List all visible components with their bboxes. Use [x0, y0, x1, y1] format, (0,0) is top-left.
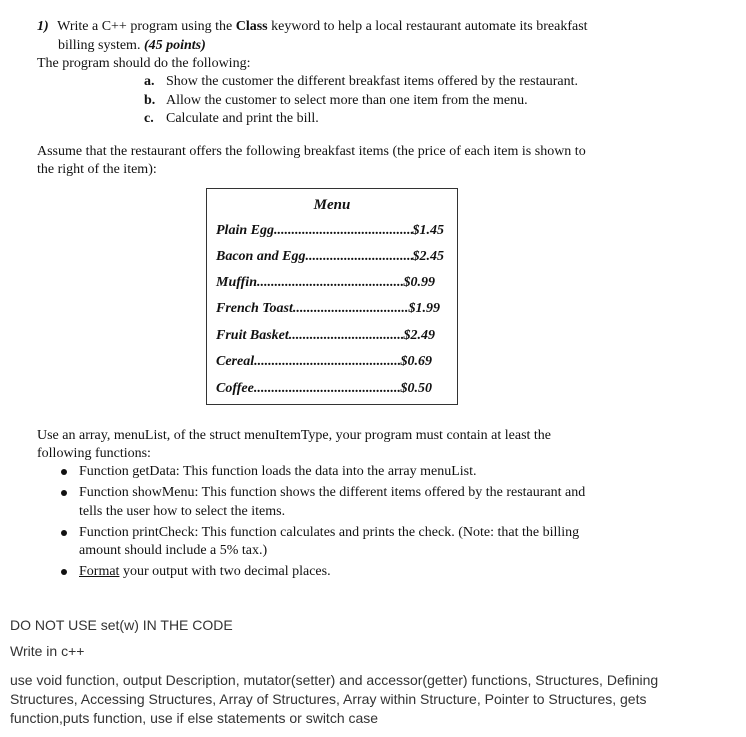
menu-item-name: Fruit Basket [216, 328, 289, 343]
menu-item [216, 275, 435, 291]
menu-item [216, 223, 444, 239]
requirements-line-1: Use an array, menuList, of the struct menuItemType, your program must contain at least the [37, 428, 552, 443]
language-note: Write in c++ [10, 643, 85, 659]
question-number: 1) [37, 19, 49, 34]
menu-item-leader [274, 223, 413, 239]
menu-item [216, 381, 432, 397]
bullet-icon [61, 490, 67, 496]
usage-note-line-2: Structures, Accessing Structures, Array of Structures, Array within Structure, Pointer to Structures, gets [10, 691, 647, 707]
menu-table [206, 188, 458, 405]
question-text-pre: Write a C++ program using the [57, 19, 236, 34]
question-line-2-text: billing system. [58, 38, 144, 53]
bullet-icon [61, 569, 67, 575]
menu-item-leader [305, 249, 412, 265]
menu-item-leader [289, 328, 404, 344]
menu-item-name: French Toast [216, 301, 293, 316]
bullet-icon [61, 530, 67, 536]
task-item [144, 73, 578, 91]
requirement-bullet-format [79, 563, 331, 581]
menu-item-price: $0.69 [400, 354, 432, 369]
menu-item-price: $0.50 [400, 381, 432, 396]
menu-item [216, 354, 432, 370]
task-text: Allow the customer to select more than one item from the menu. [166, 93, 528, 108]
requirements-line-2: following functions: [37, 446, 151, 461]
requirement-bullet-text-cont: tells the user how to select the items. [79, 504, 286, 519]
menu-item-leader [293, 301, 409, 317]
task-label: b. [144, 93, 156, 108]
question-text-post: keyword to help a local restaurant automate its breakfast [267, 19, 588, 34]
no-setw-note: DO NOT USE set(w) IN THE CODE [10, 617, 233, 633]
task-label: a. [144, 74, 155, 89]
menu-item-leader [257, 275, 404, 291]
task-text: Calculate and print the bill. [166, 111, 319, 126]
menu-item-name: Bacon and Egg [216, 249, 306, 264]
question-intro: The program should do the following: [37, 56, 251, 71]
bullet-icon [61, 469, 67, 475]
assume-line-1: Assume that the restaurant offers the following breakfast items (the price of each item is shown to [37, 144, 586, 159]
usage-note-line-3: function,puts function, use if else statements or switch case [10, 710, 379, 726]
menu-item-price: $1.45 [412, 223, 444, 238]
menu-item-leader [254, 381, 401, 397]
menu-item [216, 328, 435, 344]
requirement-bullet-text: Function showMenu: This function shows the different items offered by the restaurant and [79, 485, 586, 500]
class-keyword: Class [235, 19, 268, 34]
menu-item-name: Cereal [216, 354, 255, 369]
menu-item-leader [254, 354, 400, 370]
task-item [144, 110, 319, 128]
requirement-bullet-text: Function getData: This function loads the data into the array menuList. [79, 464, 477, 479]
menu-item [216, 301, 440, 317]
format-underlined-word: Format [79, 564, 120, 579]
task-text: Show the customer the different breakfast items offered by the restaurant. [166, 74, 578, 89]
format-text: your output with two decimal places. [119, 564, 331, 579]
requirement-bullet-text-cont: amount should include a 5% tax.) [79, 543, 268, 558]
task-label: c. [144, 111, 154, 126]
menu-item-price: $1.99 [408, 301, 440, 316]
question-line-2 [58, 37, 206, 55]
menu-item-price: $2.49 [403, 328, 435, 343]
menu-item-name: Muffin [216, 275, 257, 290]
menu-item-name: Coffee [216, 381, 254, 396]
menu-title: Menu [313, 197, 351, 213]
points-label: (45 points) [143, 38, 206, 53]
assume-line-2: the right of the item): [37, 162, 157, 177]
menu-item-price: $0.99 [403, 275, 435, 290]
menu-item-price: $2.45 [412, 249, 444, 264]
requirement-bullet-text: Function printCheck: This function calculates and prints the check. (Note: that the billing [79, 525, 580, 540]
menu-item-name: Plain Egg [216, 223, 274, 238]
task-item [144, 92, 528, 110]
menu-item [216, 249, 444, 265]
usage-note-line-1: use void function, output Description, mutator(setter) and accessor(getter) functions, Structures, Defining [10, 672, 659, 688]
question-line-1 [37, 18, 588, 36]
